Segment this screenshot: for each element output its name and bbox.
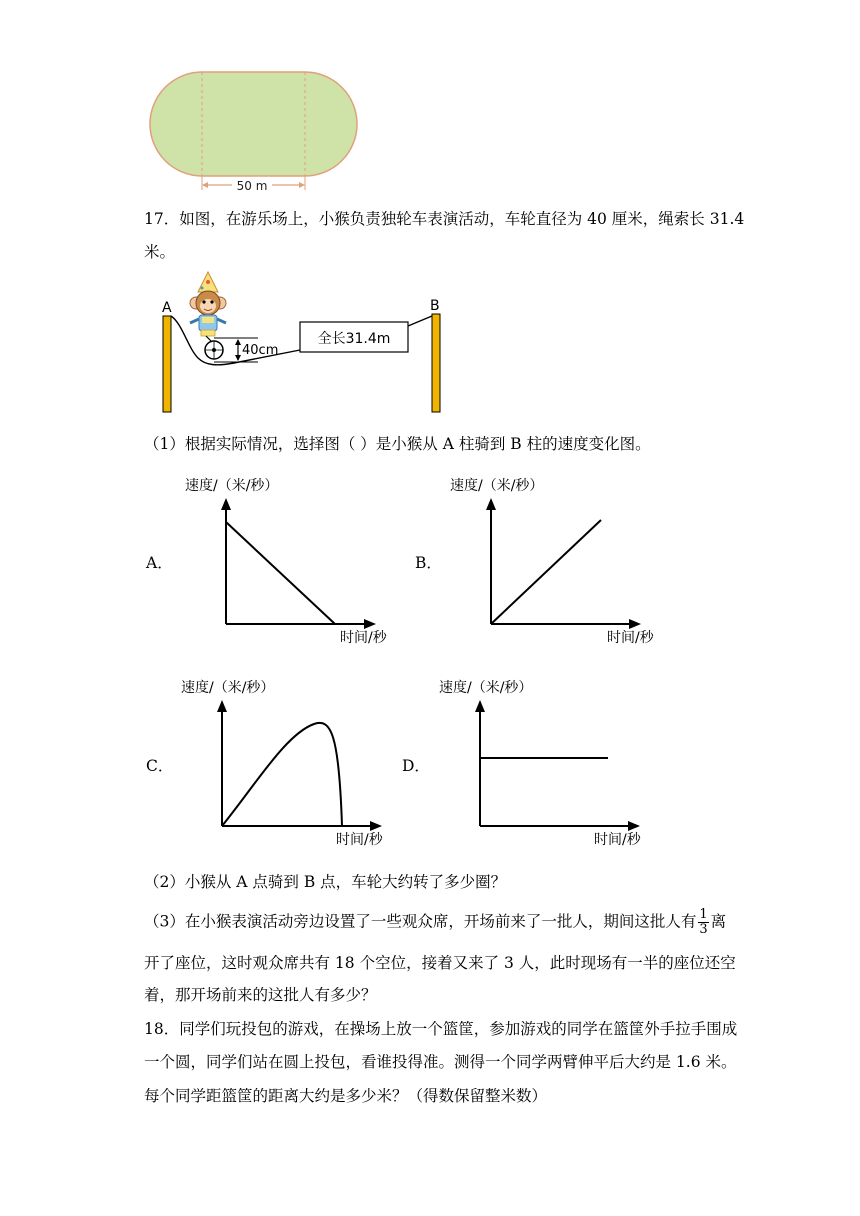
graph-b-line [491,520,601,624]
q17-sub2: （2）小猴从 A 点骑到 B 点，车轮大约转了多少圈？ [144,873,507,891]
pole-a-label: A [162,300,172,316]
option-b-label: B． [415,554,442,572]
q18-line2: 一个圆，同学们站在圆上投包，看谁投得准。测得一个同学两臂伸平后大约是 1.6 米。 [144,1053,737,1071]
track-length-label: 50 m [236,179,268,193]
track-shape [150,72,357,176]
q17-sub3-line3: 着，那开场前来的这批人有多少？ [144,986,377,1004]
q17-sub3-line2: 开了座位，这时观众席共有 18 个空位，接着又来了 3 人，此时现场有一半的座位还空 [144,954,736,972]
rope-length-label: 全长31.4m [317,331,391,347]
q18-line1: 18．同学们玩投包的游戏，在操场上放一个篮筐，参加游戏的同学在篮筐外手拉手围成 [144,1020,738,1038]
diameter-label: 40cm [242,343,279,358]
track-figure [140,66,370,196]
graph-b [445,472,665,652]
option-c-label: C． [146,757,174,775]
pole-a [163,316,171,412]
graph-b-xlabel: 时间/秒 [607,630,654,646]
q17-sub3-part2: 离 [710,912,727,931]
graph-a-line [226,522,335,624]
graph-a [180,472,400,652]
graph-d-xlabel: 时间/秒 [594,832,641,848]
graph-d-ylabel: 速度/（米/秒） [439,680,533,696]
graph-c-curve [222,723,342,826]
pole-b-label: B [430,298,440,314]
option-d-label: D． [402,757,430,775]
q17-intro-line1: 17．如图，在游乐场上，小猴负责独轮车表演活动，车轮直径为 40 厘米，绳索长 31.4 [144,210,745,228]
graph-b-ylabel: 速度/（米/秒） [450,478,544,494]
fraction-one-third: $\frac{1}{3}$ [699,907,708,937]
graph-c-xlabel: 时间/秒 [336,832,383,848]
graph-c [176,674,396,854]
rope-figure [150,268,460,418]
graph-c-ylabel: 速度/（米/秒） [181,680,275,696]
option-a-label: A． [146,554,173,572]
graph-d [434,674,654,854]
q17-sub3-part1: （3）在小猴表演活动旁边设置了一些观众席，开场前来了一批人，期间这批人有 [144,912,697,931]
q17-intro-line2: 米。 [144,243,176,261]
monkey-icon [190,272,226,342]
q17-sub1: （1）根据实际情况，选择图（ ）是小猴从 A 柱骑到 B 柱的速度变化图。 [144,435,651,453]
q18-line3: 每个同学距篮筐的距离大约是多少米？（得数保留整米数） [144,1087,548,1105]
q17-sub3-line1 [144,908,726,937]
graph-a-xlabel: 时间/秒 [340,630,387,646]
graph-a-ylabel: 速度/（米/秒） [185,478,279,494]
pole-b [432,314,440,412]
